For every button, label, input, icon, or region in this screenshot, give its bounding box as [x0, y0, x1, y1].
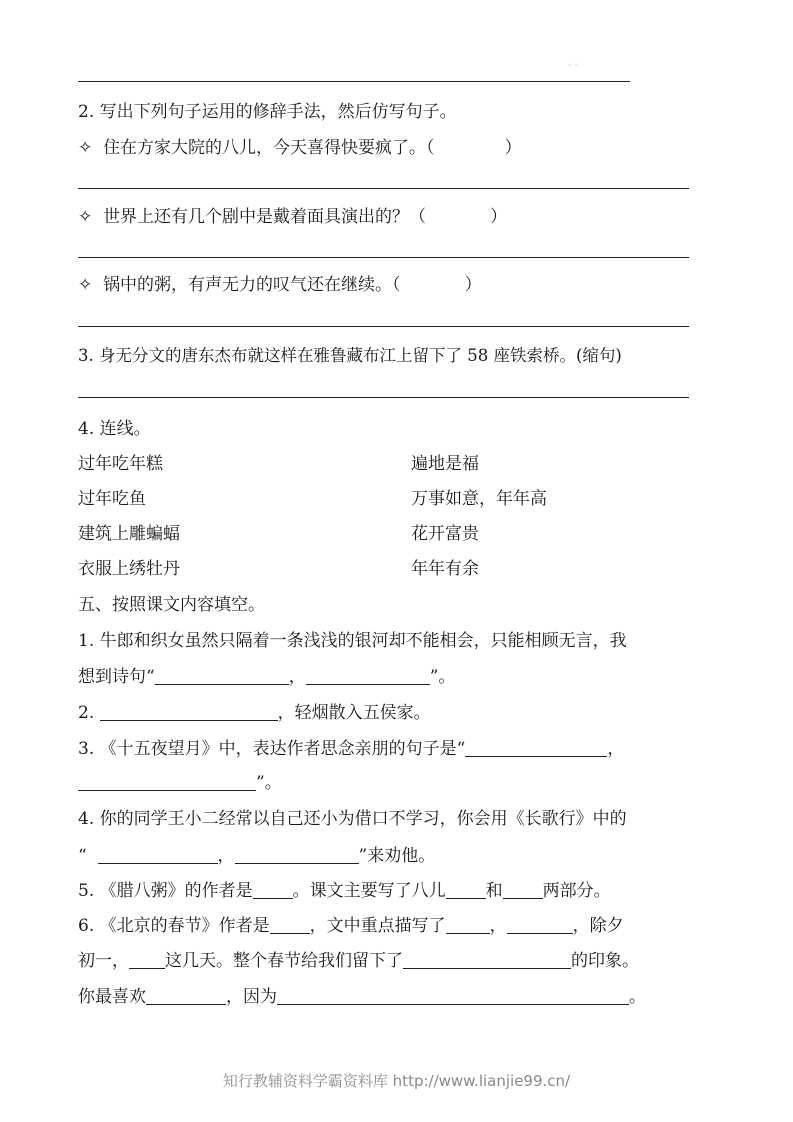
rhetoric-item-2 — [78, 206, 507, 228]
match-left-2[interactable]: 过年吃鱼 — [78, 489, 146, 509]
s5-q2-line — [78, 702, 431, 724]
s5-q5-text-a: 5. 《腊八粥》的作者是 — [78, 881, 253, 901]
author-blank-2[interactable] — [270, 916, 310, 934]
s5-q1-end: ”。 — [429, 667, 456, 687]
section-5-heading: 五、按照课文内容填空。 — [78, 595, 265, 615]
day-blank-1[interactable] — [446, 916, 490, 934]
imitation-answer-line-1[interactable] — [78, 188, 689, 189]
s5-q6-text-d: ，除夕 — [572, 916, 624, 936]
s5-q4-end: ”来劝他。 — [358, 846, 436, 866]
poem-blank-6[interactable] — [98, 846, 218, 864]
day-blank-3[interactable] — [129, 951, 165, 969]
poem-blank-7[interactable] — [235, 846, 359, 864]
diamond-bullet-icon: ✧ — [78, 138, 93, 158]
condensed-sentence-line[interactable] — [78, 397, 689, 398]
poem-blank-4[interactable] — [465, 739, 607, 757]
s5-q6-text-i: ，因为 — [226, 987, 277, 1007]
answer-line[interactable] — [78, 81, 630, 82]
rhetoric-sentence-3: 锅中的粥，有声无力的叹气还在继续。（ — [103, 275, 401, 295]
s5-q3-end: ”。 — [256, 773, 282, 793]
s5-q3-comma: ， — [607, 739, 625, 759]
match-right-3[interactable]: 花开富贵 — [411, 524, 479, 544]
s5-q4-line2 — [78, 845, 435, 867]
s5-q5-line — [78, 880, 611, 902]
s5-q1-comma: ， — [288, 667, 306, 687]
part-blank-2[interactable] — [503, 881, 543, 899]
s5-q5-text-c: 和 — [485, 881, 503, 901]
match-right-2[interactable]: 万事如意，年年高 — [411, 489, 547, 509]
diamond-bullet-icon: ✧ — [78, 275, 93, 295]
match-left-1[interactable]: 过年吃年糕 — [78, 454, 163, 474]
bracket-close: ） — [504, 138, 522, 158]
rhetoric-sentence-1: 住在方家大院的八儿，今天喜得快要疯了。（ — [103, 138, 435, 158]
question-4-prompt: 4. 连线。 — [78, 419, 151, 439]
match-right-4[interactable]: 年年有余 — [411, 559, 479, 579]
poem-blank-1[interactable] — [155, 667, 289, 685]
s5-q4-comma: ， — [217, 846, 235, 866]
match-right-1[interactable]: 遍地是福 — [411, 454, 479, 474]
rhetoric-item-3 — [78, 274, 482, 296]
s5-q6-text-b: ，文中重点描写了 — [309, 916, 446, 936]
s5-q6-text-c: ， — [489, 916, 507, 936]
s5-q6-text-a: 6. 《北京的春节》作者是 — [78, 916, 270, 936]
s5-q3-text: 3. 《十五夜望月》中，表达作者思念亲朋的句子是“ — [78, 739, 466, 759]
s5-q2-text: ，轻烟散入五侯家。 — [277, 703, 431, 723]
match-left-4[interactable]: 衣服上绣牡丹 — [78, 559, 180, 579]
s5-q6-line3 — [78, 986, 646, 1008]
s5-q1-line1: 1. 牛郎和织女虽然只隔着一条浅浅的银河却不能相会，只能相顾无言，我 — [78, 631, 627, 651]
day-blank-2[interactable] — [507, 916, 573, 934]
s5-q3-line1 — [78, 738, 624, 760]
scan-speck: - · — [568, 60, 578, 71]
s5-q6-text-f: 这几天。整个春节给我们留下了 — [165, 951, 403, 971]
rhetoric-item-1 — [78, 137, 522, 159]
bracket-close: ） — [464, 275, 482, 295]
match-left-3[interactable]: 建筑上雕蝙蝠 — [78, 524, 180, 544]
s5-q2-number: 2. — [78, 703, 95, 723]
s5-q6-text-e: 初一， — [78, 951, 129, 971]
poem-blank-2[interactable] — [306, 667, 430, 685]
imitation-answer-line-3[interactable] — [78, 326, 689, 327]
favorite-blank[interactable] — [146, 987, 226, 1005]
s5-q5-text-b: 。课文主要写了八儿 — [292, 881, 446, 901]
poem-blank-3[interactable] — [100, 703, 278, 721]
footer-watermark: 知行教辅资料学霸资料库 http://www.lianjie99.cn/ — [222, 1072, 571, 1090]
poem-blank-5[interactable] — [78, 773, 256, 791]
s5-q6-text-h: 你最喜欢 — [78, 987, 146, 1007]
author-blank[interactable] — [253, 881, 293, 899]
question-3-prompt: 3. 身无分文的唐东杰布就这样在雅鲁藏布江上留下了 58 座铁索桥。(缩句) — [78, 346, 622, 365]
s5-q1-lead: 想到诗句“ — [78, 667, 155, 687]
s5-q6-text-g: 的印象。 — [571, 951, 639, 971]
s5-q4-line1: 4. 你的同学王小二经常以自己还小为借口不学习，你会用《长歌行》中的 — [78, 809, 627, 829]
s5-q1-line2 — [78, 666, 455, 688]
rhetoric-sentence-2: 世界上还有几个剧中是戴着面具演出的？（ — [103, 207, 427, 227]
imitation-answer-line-2[interactable] — [78, 257, 689, 258]
s5-q4-open-quote: “ — [78, 846, 87, 866]
s5-q3-line2 — [78, 772, 282, 794]
s5-q6-line2 — [78, 950, 639, 972]
s5-q5-text-d: 两部分。 — [542, 881, 611, 901]
impression-blank[interactable] — [403, 951, 571, 969]
s5-q6-line1 — [78, 915, 624, 937]
reason-blank[interactable] — [277, 987, 629, 1005]
question-2-prompt: 2. 写出下列句子运用的修辞手法，然后仿写句子。 — [78, 102, 457, 122]
part-blank-1[interactable] — [446, 881, 486, 899]
s5-q6-text-j: 。 — [629, 987, 646, 1007]
bracket-close: ） — [490, 207, 508, 227]
diamond-bullet-icon: ✧ — [78, 207, 93, 227]
